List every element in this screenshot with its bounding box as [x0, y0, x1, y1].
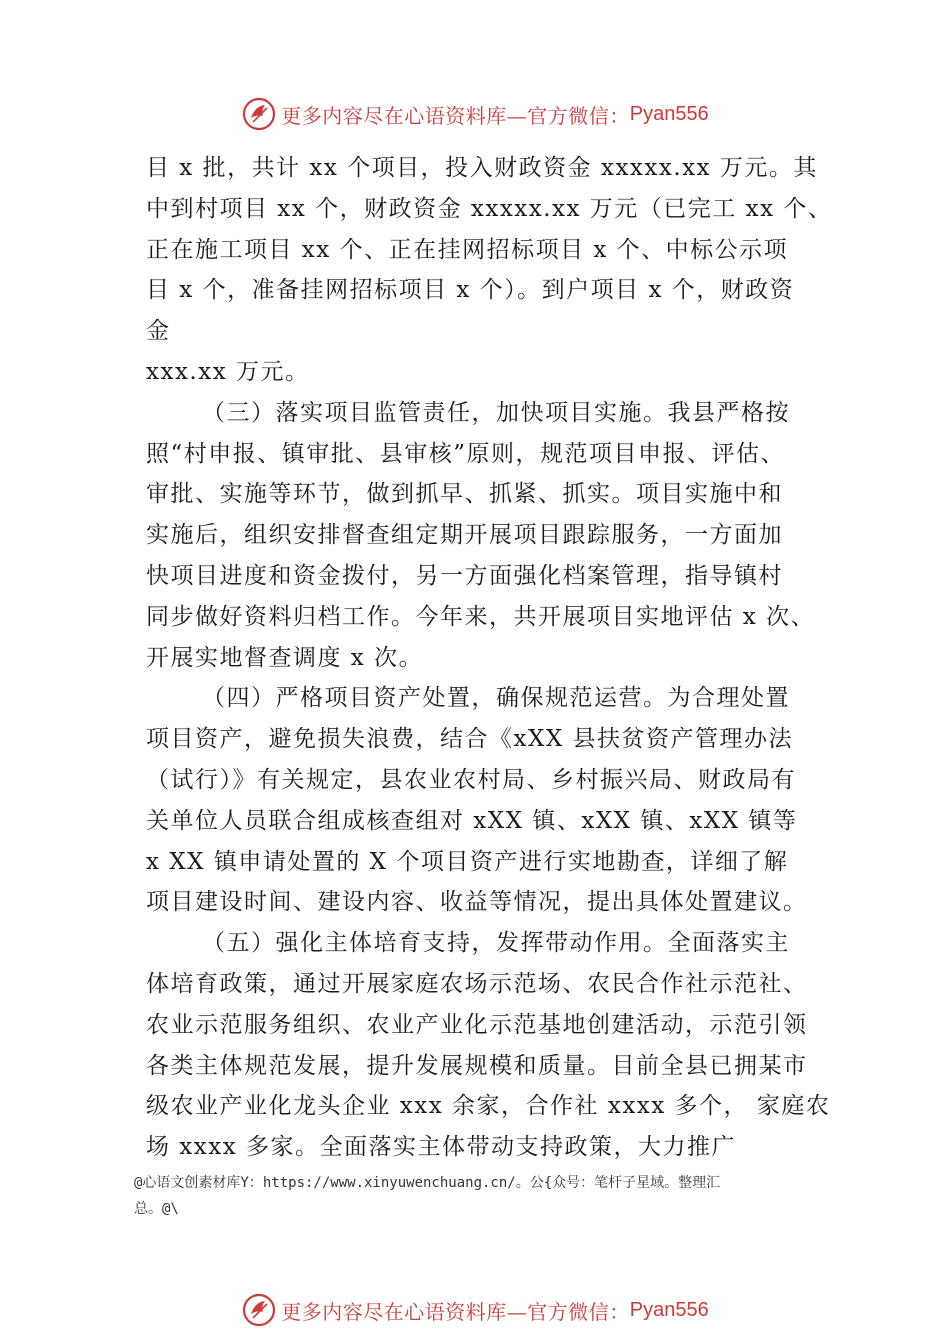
source-note [134, 1170, 824, 1222]
document-body [146, 148, 833, 1168]
body-line: 快项目进度和资金拨付，另一方面强化档案管理，指导镇村 [146, 562, 783, 589]
brand-logo-icon [241, 1292, 277, 1328]
body-line: 场 xxxx 多家。全面落实主体带动支持政策，大力推广 [146, 1134, 737, 1161]
body-line: 中到村项目 xx 个，财政资金 xxxxx.xx 万元（已完工 xx 个、 [146, 195, 833, 222]
footer-banner [0, 1290, 950, 1330]
body-line: 农业示范服务组织、农业产业化示范基地创建活动，示范引领 [146, 1011, 808, 1038]
body-line: 各类主体规范发展，提升发展规模和质量。目前全县已拥某市 [146, 1052, 808, 1079]
body-line: 实施后，组织安排督查组定期开展项目跟踪服务，一方面加 [146, 522, 783, 549]
source-note-line: 总。@\ [134, 1201, 179, 1217]
footer-banner-contact: Pyan556 [629, 1298, 709, 1321]
body-line: 审批、实施等环节，做到抓早、抓紧、抓实。项目实施中和 [146, 481, 783, 508]
footer-banner-text: 更多内容尽在心语资料库—官方微信： [281, 1299, 630, 1324]
body-line: 级农业产业化龙头企业 xxx 余家，合作社 xxxx 多个， 家庭农 [146, 1093, 831, 1120]
body-line: 开展实地督查调度 x 次。 [146, 644, 424, 671]
header-banner-text: 更多内容尽在心语资料库—官方微信： [281, 103, 630, 128]
body-line: 金 [146, 318, 171, 345]
section-heading-line: （四）严格项目资产处置，确保规范运营。为合理处置 [202, 685, 790, 712]
section-heading-line: （五）强化主体培育支持，发挥带动作用。全面落实主 [202, 930, 790, 957]
body-line: 照“村申报、镇审批、县审核”原则，规范项目申报、评估、 [146, 440, 786, 467]
header-banner [0, 94, 950, 134]
header-banner-contact: Pyan556 [629, 102, 709, 125]
section-heading-line: （三）落实项目监管责任，加快项目实施。我县严格按 [202, 399, 790, 426]
source-note-line: @心语文创素材库Y：https://www.xinyuwenchuang.cn/。公{众号：笔杆子星域。整理汇 [134, 1175, 721, 1191]
body-line: （试行）》有关规定，县农业农村局、乡村振兴局、财政局有 [146, 766, 796, 793]
body-line: 项目资产，避免损失浪费，结合《xXX 县扶贫资产管理办法 [146, 726, 794, 753]
body-line: x XX 镇申请处置的 X 个项目资产进行实地勘查，详细了解 [146, 848, 789, 875]
body-line: 体培育政策，通过开展家庭农场示范场、农民合作社示范社、 [146, 970, 808, 997]
body-line: 项目建设时间、建设内容、收益等情况，提出具体处置建议。 [146, 889, 808, 916]
body-line: xxx.xx 万元。 [146, 358, 310, 385]
body-line: 正在施工项目 xx 个、正在挂网招标项目 x 个、中标公示项 [146, 236, 789, 263]
body-line: 关单位人员联合组成核查组对 xXX 镇、xXX 镇、xXX 镇等 [146, 807, 798, 834]
body-line: 目 x 个，准备挂网招标项目 x 个）。到户项目 x 个，财政资 [146, 277, 795, 304]
brand-logo-icon [241, 96, 277, 132]
body-line: 目 x 批，共计 xx 个项目，投入财政资金 xxxxx.xx 万元。其 [146, 155, 818, 181]
body-line: 同步做好资料归档工作。今年来，共开展项目实地评估 x 次、 [146, 603, 816, 630]
